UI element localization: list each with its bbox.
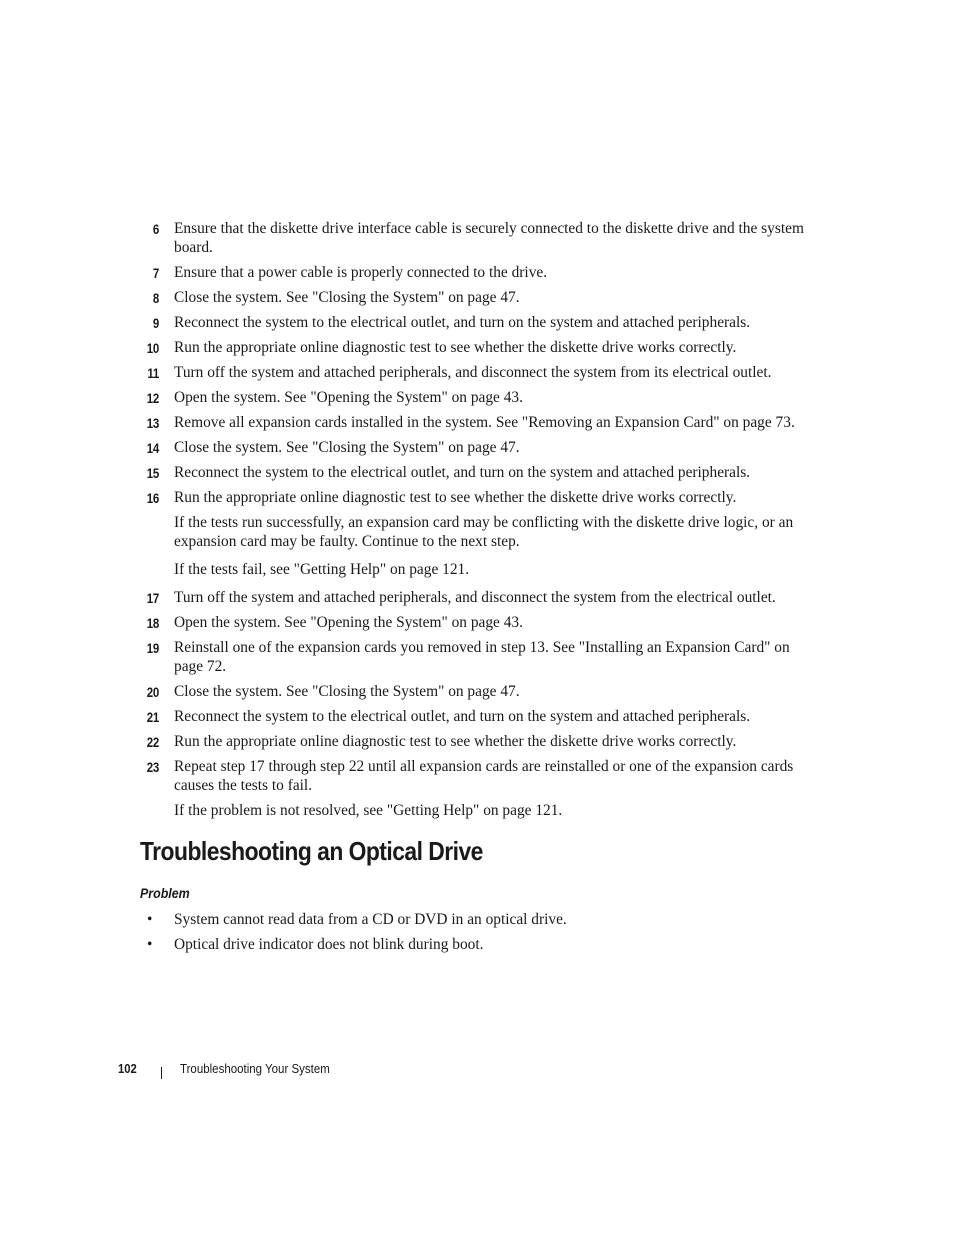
step-number: 16 (146, 491, 159, 506)
step-text: Turn off the system and attached peripherals, and disconnect the system from the electrical outlet. (174, 589, 776, 606)
step-text: Turn off the system and attached peripherals, and disconnect the system from its electrical outlet. (174, 364, 772, 381)
step-number: 14 (146, 441, 159, 456)
step-13 (0, 413, 814, 432)
step-9 (0, 313, 814, 332)
step-16-note-fail: If the tests fail, see "Getting Help" on page 121. (174, 561, 470, 578)
step-text: Close the system. See "Closing the System" on page 47. (174, 683, 520, 700)
section-heading: Troubleshooting an Optical Drive (140, 836, 483, 866)
step-text: Reinstall one of the expansion cards you removed in step 13. See "Installing an Expansion Card" on page 72. (174, 639, 790, 675)
step-text: Ensure that a power cable is properly connected to the drive. (174, 264, 548, 281)
step-number: 19 (146, 641, 159, 656)
step-text: Run the appropriate online diagnostic test to see whether the diskette drive works correctly. (174, 489, 737, 506)
step-number: 22 (146, 735, 159, 750)
step-23-note: If the problem is not resolved, see "Getting Help" on page 121. (174, 802, 563, 819)
bullet-icon: • (147, 911, 153, 928)
step-number: 18 (146, 616, 159, 631)
step-23 (0, 757, 814, 795)
step-text: Close the system. See "Closing the System" on page 47. (174, 439, 520, 456)
page-footer (118, 1062, 343, 1079)
step-number: 15 (146, 466, 159, 481)
chapter-title: Troubleshooting Your System (179, 1062, 330, 1076)
step-number: 9 (152, 316, 159, 331)
problem-list (0, 910, 954, 960)
step-16 (0, 488, 814, 507)
step-number: 12 (146, 391, 159, 406)
step-text: Close the system. See "Closing the System" on page 47. (174, 289, 520, 306)
step-6 (0, 219, 814, 257)
step-text: Remove all expansion cards installed in the system. See "Removing an Expansion Card" on page 73. (174, 414, 795, 431)
step-14 (0, 438, 814, 457)
list-item (0, 910, 954, 929)
list-item-text: System cannot read data from a CD or DVD in an optical drive. (174, 911, 567, 928)
step-21 (0, 707, 814, 726)
step-12 (0, 388, 814, 407)
step-number: 17 (146, 591, 159, 606)
step-15 (0, 463, 814, 482)
footer-divider (161, 1067, 162, 1079)
step-text: Open the system. See "Opening the System" on page 43. (174, 614, 523, 631)
step-20 (0, 682, 814, 701)
step-number: 23 (146, 760, 159, 775)
step-number: 10 (146, 341, 159, 356)
step-number: 20 (146, 685, 159, 700)
step-text: Reconnect the system to the electrical outlet, and turn on the system and attached peripherals. (174, 708, 751, 725)
step-17 (0, 588, 814, 607)
step-number: 13 (146, 416, 159, 431)
step-10 (0, 338, 814, 357)
step-11 (0, 363, 814, 382)
page-number: 102 (118, 1062, 137, 1076)
step-number: 7 (152, 266, 159, 281)
step-text: Ensure that the diskette drive interface cable is securely connected to the diskette drive and the system board. (174, 220, 804, 256)
list-item-text: Optical drive indicator does not blink during boot. (174, 936, 484, 953)
step-19 (0, 638, 814, 676)
procedure-steps (0, 219, 954, 829)
step-text: Open the system. See "Opening the System" on page 43. (174, 389, 523, 406)
step-22 (0, 732, 814, 751)
list-item (0, 935, 954, 954)
step-number: 6 (152, 222, 159, 237)
problem-subheading: Problem (140, 886, 190, 901)
step-number: 8 (152, 291, 159, 306)
bullet-icon: • (147, 936, 153, 953)
step-18 (0, 613, 814, 632)
step-text: Run the appropriate online diagnostic test to see whether the diskette drive works correctly. (174, 339, 737, 356)
step-16-note-success: If the tests run successfully, an expansion card may be conflicting with the diskette drive logic, or an expansion card may be faulty. Continue to the next step. (174, 514, 794, 550)
step-text: Reconnect the system to the electrical outlet, and turn on the system and attached peripherals. (174, 314, 751, 331)
step-7 (0, 263, 814, 282)
step-8 (0, 288, 814, 307)
step-text: Repeat step 17 through step 22 until all expansion cards are reinstalled or one of the expansion cards causes the tests to fail. (174, 758, 794, 794)
step-text: Run the appropriate online diagnostic test to see whether the diskette drive works correctly. (174, 733, 737, 750)
step-text: Reconnect the system to the electrical outlet, and turn on the system and attached peripherals. (174, 464, 751, 481)
step-number: 21 (146, 710, 159, 725)
step-number: 11 (147, 366, 159, 381)
